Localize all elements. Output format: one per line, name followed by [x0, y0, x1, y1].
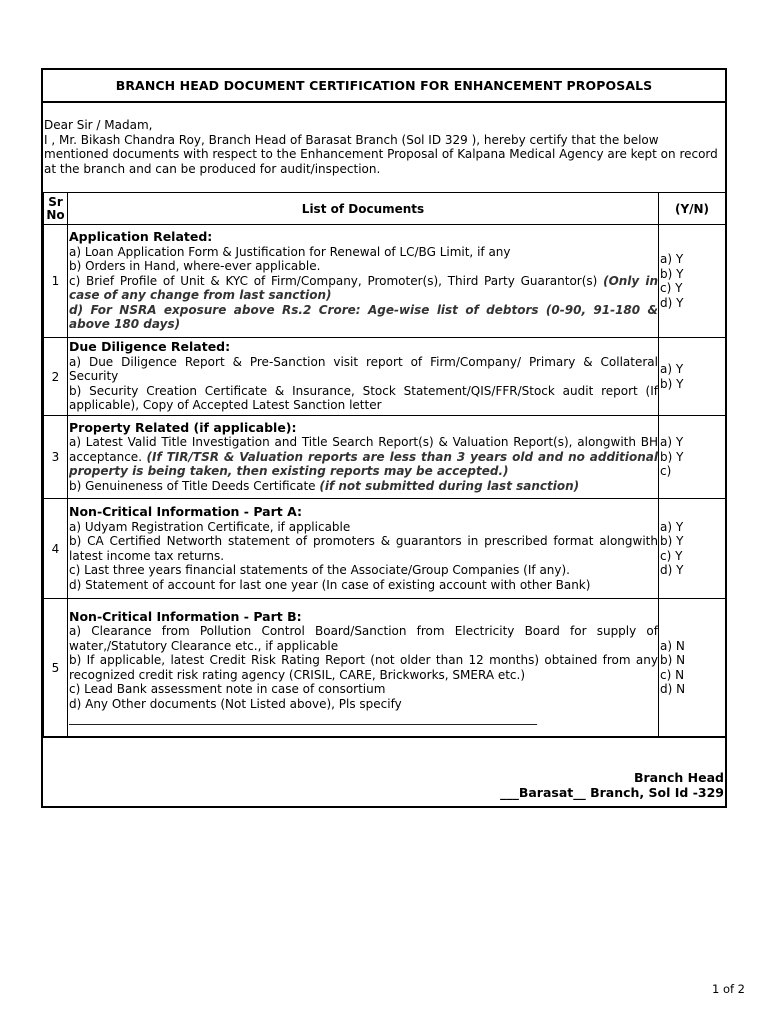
yn-value: b) Y: [660, 376, 684, 391]
yn-value: b) Y: [660, 266, 684, 281]
yn-value: b) N: [660, 653, 686, 667]
table-row: [44, 225, 726, 338]
row-heading: Non-Critical Information - Part A:: [69, 504, 302, 519]
yn-value: c) Y: [660, 548, 683, 563]
list-item: b) Orders in Hand, where-ever applicable.: [69, 259, 321, 274]
item-note: (if not submitted during last sanction): [319, 478, 580, 493]
list-item: a) Latest Valid Title Investigation and Title Search Report(s) & Valuation Report(s), alongwith BH acceptance. (If TIR/TSR & Valuation reports are less than 3 years old and no additional property is being taken, then existing reports may be accepted.): [69, 435, 658, 479]
list-item: d) Statement of account for last one year (In case of existing account with other Bank): [69, 577, 591, 592]
list-item: c) Lead Bank assessment note in case of consortium: [69, 682, 386, 696]
table-row: [44, 416, 726, 499]
row-sr-no: 3: [44, 416, 68, 499]
row-sr-no: 2: [44, 338, 68, 416]
header-list-of-documents: List of Documents: [68, 193, 659, 225]
yn-value: a) Y: [660, 362, 684, 376]
row-yn: [659, 338, 726, 416]
table-row: [44, 499, 726, 599]
certification-document: [41, 68, 727, 808]
documents-table: [43, 192, 726, 737]
signature-block: [500, 770, 724, 800]
yn-value: c) N: [660, 667, 685, 682]
yn-value: d) N: [660, 682, 686, 696]
row-sr-no: 5: [44, 599, 68, 737]
signature-branch: ___Barasat__ Branch, Sol Id -329: [500, 785, 724, 800]
list-item: b) Security Creation Certificate & Insurance, Stock Statement/QIS/FFR/Stock audit report (If applicable), Copy of Accepted Latest Sanction letter: [69, 383, 658, 413]
yn-value: d) Y: [660, 295, 684, 310]
row-sr-no: 4: [44, 499, 68, 599]
row-yn: [659, 416, 726, 499]
list-item: b) Genuineness of Title Deeds Certificate (if not submitted during last sanction): [69, 478, 580, 493]
row-heading: Property Related (if applicable):: [69, 419, 297, 435]
row-documents: [68, 416, 659, 499]
document-title: BRANCH HEAD DOCUMENT CERTIFICATION FOR ENHANCEMENT PROPOSALS: [43, 70, 725, 103]
yn-value: c) Y: [660, 281, 683, 295]
list-item: c) Brief Profile of Unit & KYC of Firm/Company, Promoter(s), Third Party Guarantor(s) (Only in case of any change from last sanction): [69, 273, 658, 303]
item-note: (If TIR/TSR & Valuation reports are less than 3 years old and no additional property is being taken, then existing reports may be accepted.): [69, 449, 658, 479]
row-sr-no: 1: [44, 225, 68, 338]
yn-value: a) Y: [660, 435, 684, 450]
yn-value: a) Y: [660, 252, 684, 266]
row-documents: [68, 225, 659, 338]
row-heading: Due Diligence Related:: [69, 339, 231, 355]
page-number: 1 of 2: [711, 982, 745, 996]
yn-value: b) Y: [660, 534, 684, 548]
intro-paragraph: [44, 118, 724, 176]
yn-value: c): [660, 464, 672, 479]
header-sr-no: Sr No: [44, 193, 68, 225]
row-heading: Application Related:: [69, 229, 213, 245]
header-yn: (Y/N): [659, 193, 726, 225]
salutation: Dear Sir / Madam,: [44, 118, 153, 132]
yn-value: b) Y: [660, 449, 684, 464]
row-documents: [68, 338, 659, 416]
row-yn: [659, 225, 726, 338]
list-item: b) CA Certified Networth statement of promoters & guarantors in prescribed format alongwith latest income tax returns.: [69, 534, 658, 563]
row-documents: [68, 499, 659, 599]
list-item: a) Udyam Registration Certificate, if applicable: [69, 519, 351, 534]
list-item: d) Any Other documents (Not Listed above), Pls specify: [69, 696, 402, 711]
row-yn: [659, 599, 726, 737]
list-item: a) Clearance from Pollution Control Board/Sanction from Electricity Board for supply of water,/Statutory Clearance etc., if applicable: [69, 624, 658, 653]
specify-blank-line: ______________________________________________________________________________: [69, 711, 537, 725]
item-note: (Only in case of any change from last sanction): [69, 273, 658, 303]
yn-value: a) N: [660, 638, 685, 653]
table-row: [44, 599, 726, 737]
table-row: [44, 338, 726, 416]
list-item: b) If applicable, latest Credit Risk Rating Report (not older than 12 months) obtained from any recognized credit risk rating agency (CRISIL, CARE, Brickworks, SMERA etc.): [69, 653, 658, 682]
yn-value: a) Y: [660, 519, 684, 534]
table-header-row: [44, 193, 726, 225]
signature-role: Branch Head: [633, 770, 724, 785]
row-yn: [659, 499, 726, 599]
signature-divider: [43, 736, 725, 738]
list-item: c) Last three years financial statements of the Associate/Group Companies (If any).: [69, 563, 570, 577]
list-item: a) Loan Application Form & Justification for Renewal of LC/BG Limit, if any: [69, 244, 511, 259]
row-documents: [68, 599, 659, 737]
list-item: a) Due Diligence Report & Pre-Sanction visit report of Firm/Company/ Primary & Collateral Security: [69, 354, 658, 384]
yn-value: d) Y: [660, 563, 684, 577]
list-item: d) For NSRA exposure above Rs.2 Crore: Age-wise list of debtors (0-90, 91-180 & above 180 days): [69, 302, 658, 332]
certification-text: I , Mr. Bikash Chandra Roy, Branch Head of Barasat Branch (Sol ID 329 ), hereby certify that the below mentioned documents with respect to the Enhancement Proposal of Kalpana Medical Agency are kept on record at the branch and can be produced for audit/inspection.: [44, 132, 718, 176]
row-heading: Non-Critical Information - Part B:: [69, 608, 302, 624]
